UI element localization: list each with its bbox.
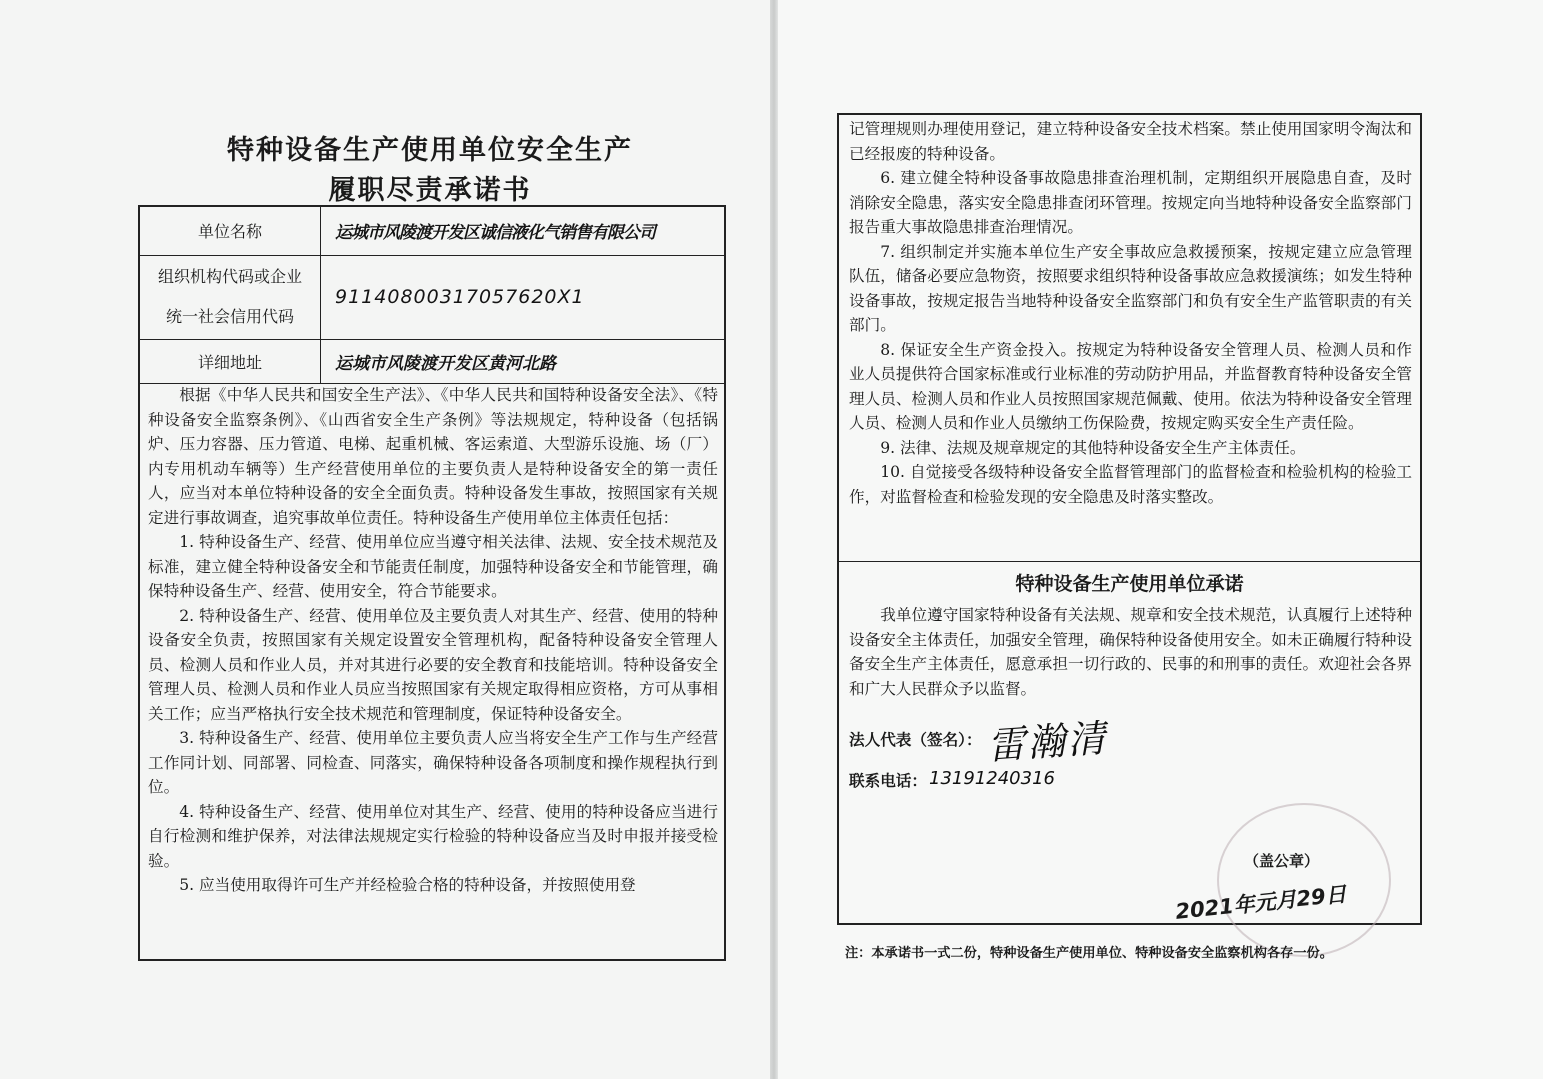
clause-9: 9. 法律、法规及规章规定的其他特种设备安全生产主体责任。 [880,438,1306,457]
clause-3: 3. 特种设备生产、经营、使用单位主要负责人应当将安全生产工作与生产经营工作同计划、同部署、同检查、同落实，确保特种设备各项制度和操作规程执行到位。 [148,729,718,796]
credit-code-value: 91140800317057620X1 [321,255,725,339]
clause-8: 8. 保证安全生产资金投入。按规定为特种设备安全管理人员、检测人员和作业人员提供符合国家标准或行业标准的劳动防护用品，并监督教育特种设备安全管理人员、检测人员和作业人员按照国家规范佩戴、使用。依法为特种设备安全管理人员、检测人员和作业人员缴纳工伤保险费，按规定购买安全生产责任险。 [849,340,1412,432]
document-title-line-2: 履职尽责承诺书 [328,175,532,206]
sign-date: 2021年元月29日 [1174,882,1348,924]
unit-name-label: 单位名称 [140,207,321,255]
credit-code-label [140,255,321,339]
commitment-form-box [138,205,726,961]
unit-name-value: 运城市风陵渡开发区诚信液化气销售有限公司 [321,207,725,255]
company-seal-icon [1217,803,1391,957]
intro-paragraph: 根据《中华人民共和国安全生产法》、《中华人民共和国特种设备安全法》、《特种设备安全监察条例》、《山西省安全生产条例》等法规规定，特种设备（包括锅炉、压力容器、压力管道、电梯、起重机械、客运索道、大型游乐设施、场（厂）内专用机动车辆等）生产经营使用单位的主要负责人是特种设备安全的第一责任人，应当对本单位特种设备的安全全面负责。特种设备发生事故，按照国家有关规定进行事故调查，追究事故单位责任。特种设备生产使用单位主体责任包括： [148,386,718,527]
clause-7: 7. 组织制定并实施本单位生产安全事故应急救援预案，按规定建立应急管理队伍，储备必要应急物资，按照要求组织特种设备事故应急救援演练；如发生特种设备事故，按规定报告当地特种设备安全监察部门和负有安全生产监管职责的有关部门。 [849,242,1412,334]
clause-2: 2. 特种设备生产、经营、使用单位及主要负责人对其生产、经营、使用的特种设备安全负责，按照国家有关规定设置安全管理机构，配备特种设备安全管理人员、检测人员和作业人员，并对其进行必要的安全教育和技能培训。特种设备安全管理人员、检测人员和作业人员应当按照国家有关规定取得相应资格，方可从事相关工作；应当严格执行安全技术规范和管理制度，保证特种设备安全。 [148,606,718,723]
responsibilities-text [148,383,718,898]
clause-6: 6. 建立健全特种设备事故隐患排查治理机制，定期组织开展隐患自查，及时消除安全隐患，落实安全隐患排查闭环管理。按规定向当地特种设备安全监察部门报告重大事故隐患排查治理情况。 [849,169,1412,236]
address-value: 运城市风陵渡开发区黄河北路 [321,339,725,383]
unit-info-table [140,207,724,384]
phone-number: 13191240316 [929,768,1055,789]
credit-code-label-line-2: 统一社会信用代码 [165,307,294,326]
responsibilities-text-continued [849,117,1412,509]
document-title-line-1: 特种设备生产使用单位安全生产 [227,135,633,166]
clause-5: 5. 应当使用取得许可生产并经检验合格的特种设备，并按照使用登 [179,876,636,894]
promise-text-block [849,603,1412,701]
seal-label: （盖公章） [1244,852,1320,870]
clause-10: 10. 自觉接受各级特种设备安全监督管理部门的监督检查和检验机构的检验工作，对监督检查和检验发现的安全隐患及时落实整改。 [849,463,1412,506]
legal-rep-signature: 雷瀚清 [985,715,1109,769]
promise-paragraph: 我单位遵守国家特种设备有关法规、规章和安全技术规范，认真履行上述特种设备安全主体责任，加强安全管理，确保特种设备使用安全。如未正确履行特种设备安全生产主体责任，愿意承担一切行政的、民事的和刑事的责任。欢迎社会各界和广大人民群众予以监督。 [849,606,1412,698]
section-divider [839,561,1420,562]
clause-5-continued: 记管理规则办理使用登记，建立特种设备安全技术档案。禁止使用国家明令淘汰和已经报废的特种设备。 [849,120,1412,163]
book-spine [770,0,778,1079]
commitment-continuation-box [837,113,1422,925]
promise-title: 特种设备生产使用单位承诺 [1015,573,1244,595]
clause-1: 1. 特种设备生产、经营、使用单位应当遵守相关法律、法规、安全技术规范及标准，建立健全特种设备安全和节能责任制度，加强特种设备安全和节能管理，确保特种设备生产、经营、使用安全，符合节能要求。 [148,533,718,600]
left-page [0,0,770,1079]
clause-4: 4. 特种设备生产、经营、使用单位对其生产、经营、使用的特种设备应当进行自行检测和维护保养，对法律法规规定实行检验的特种设备应当及时申报并接受检验。 [148,802,718,870]
right-page [778,0,1543,1079]
address-label: 详细地址 [140,339,321,383]
legal-rep-label: 法人代表（签名）： [849,730,982,749]
phone-label: 联系电话： [849,771,927,790]
credit-code-label-line-1: 组织机构代码或企业 [157,267,302,286]
footnote: 注：本承诺书一式二份，特种设备生产使用单位、特种设备安全监察机构各存一份。 [845,946,1333,961]
